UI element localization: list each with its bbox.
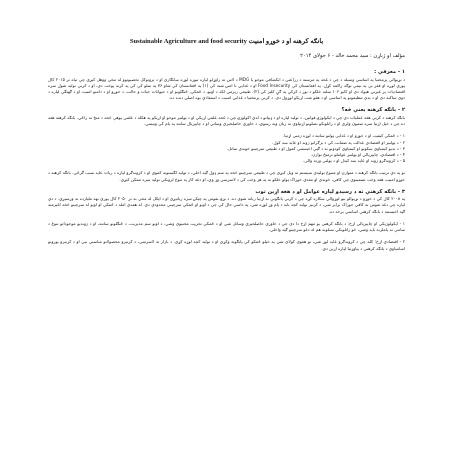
- section-heading: ۳ - بانګه کرهنې ته د رسیدو لپاره عوامل او د هغه اړین توب: [255, 188, 405, 195]
- list-item: ۱ - د ځمکې کیفیت او د خوړو او د غذایی ټولنو ساتنه د لوړه ژمنې اړتیا.: [282, 133, 405, 139]
- section-heading: ۱ - معرفي :: [374, 69, 405, 76]
- section-heading: ۲ - بانګه کرهنه یعني څه؟: [341, 107, 405, 114]
- list-item: ۴ - د اقتصادي، چاپیریالي او ټولنیز عواملو ترمنځ توازن.: [310, 151, 405, 157]
- paragraph: بانګه کرهنه د کرنې هغه عملیات دي چې د ایکولوژۍ قوانین، د تولید لپاره او د ډیپاتو د لدي اکولوژۍ چې د غحه علمي اړیکې او د ټولنیز موخو او اړیکو په هکله د علمي پوهې څخه د منځ ته راځي. بانګه کرهنه هغه ده چې د خپل اړتیا سره سمون ولري او د راتلونکو نسلونو اړتیاوې ته زیان ونه رسوي، د خاورې حاصلخیزي وساتي او د چاپیریال ساتنه په پام کې ونیسي.: [48, 114, 405, 127]
- principles-list: [48, 133, 405, 164]
- list-item: ۵ - د کروندګرو ژوند او عاید ښه کیدل او د ټولنې ورته والی.: [302, 158, 405, 164]
- section-summary: [48, 170, 405, 182]
- paragraph: ۲ - اقتصادي اړخ: کله چې د کروندګرو عاید لوړ شي، نو هغوی کولای شي په خپلو ځمکو کې پانګونه وکړي او د تولید کچه لوړه کړي. د بازار ته لاسرسی، د کرنیزو محصولاتو مناسبې بیې او د کرنیزو پورونو اسانتیاوې د بانګه کرهنې د پیاوړتیا لپاره اړین دي.: [48, 239, 405, 251]
- author-line: مؤلف او ژباړن : سید محمد خالد - ۶ جولای ۲۰۱۴: [300, 52, 405, 59]
- paragraph: ۱ - ایکولوژیکي او چاپیریالي اړخ: د بانګه کرهنې یو مهم اړخ دا دی چې د خاورې حاصلخیزي وساتل شي او د ځمکې تخریب مخنیوی وشي. د اوبو سم مدیریت، د ځنګلونو ساتنه، او د ژوندیو موجوداتو تنوع د ساتنې ته پاملرنه باید وشي، څو راتلونکي نسلونه هم له دغو سرچینو ګټه واخلي.: [48, 220, 405, 233]
- list-item: ۳ - د بدیو کیمیاوي ښکونو او کیمیاوي کودونو نه د ګټې اخیستنې کمول او د طبیعي سرچینو خوندي ساتل.: [226, 145, 405, 151]
- section-introduction: [48, 69, 405, 101]
- section-sustainable-agriculture: [48, 107, 405, 164]
- paragraph: د نړیوالې پرمختیا په اساسي وسیله د چې د غحه په مرسته د زراعتي د انکشافي موخو یا MDG د لاس ته راوړلو لپاره تیوره لوړه ښانګاري او د تروتوکل تخصیوتوو له مخې ووهل کیږي چې تیاه تر ۲۰۱۵ کال پورې لوږه او فقر یې په نیمې توګه راکمه کړل. په افغانستان کې Food Insecurity او د غذایي نا امنۍ شته کې (۱) په افغانستان کې شاو ۷۶ په سلو کې کې په کرنه پوخت دي، او د کرنې تولید شول سره اقتصادیات پر غیرني هیواد دی او کابو ۱۰۲ سلنه خلکو د نور د کرکي په ګڼ کلیز کې (۲). طبیعي زیرمي لکه د اوبو، د ځمکې، ځنګلونو او د حیوانات حیات و حالت، د خوږو او د دامنو امنیت او د ګهنګي لپاره د دوی ساکنه دی او د بدې تنظیمونو په اساسی او د هغو شت اړیکو لوړول دی. د کرنې پرمختیا د غذایي امنیت د استفادې یوه اصلي دنده ده.: [48, 76, 405, 101]
- section-economic: [48, 239, 405, 251]
- paragraph: په ۲۰۰۸ کال کې د خوړو د نړیوالو بیو لوړوالي ښکاره کړه چې د کرنې پانګونې ته اړتیا زیاته شوې ده. د نړۍ نفوس په چټکۍ سره زیاتیږي او د اټکل له مخې به تر ۲۰۵۰ کال پورې نهه ملیارده ته ورسیږي. د دې لپاره چې دغه نفوس ته کافي خوراک برابر شي، د کرنیز تولید کچه باید د پام وړ لوړه شي، په داسې حال کې چې د اوبو او ځمکې سرچینې محدودې دي. له همدې امله د ځمکې او اوبو له سرچینو څخه اغیزمنه ګټه اخیستنه د بانګه کرهنې اساسي برخه ده.: [48, 196, 405, 214]
- section-ecological: [48, 221, 405, 233]
- paragraph: نو په دې ترتیب بانګه کرهنه د متوازن او متنوع تولیدي سیستم ته ویل کیږي چې د طبیعي سرچینو څخه په سم ډول ګټه اخلي، د تولید لګښتونه کموي او د کروندګرو لپاره د زیات عاید سبب ګرځي. بانګه کرهنه د خوړو امنیت هغه وخت تضمینوي چې کافي، خوندي او مغذي خوراک ټولو خلکو ته په هر وخت کې د لاسرسي وړ وي، او دغه کار په تنوع لرونکي تولید سره ممکن کیږي.: [48, 170, 405, 182]
- list-item: ۲ - د ټولنیز او اقتصادي عدالت په ضمانت کې د بزګرانو ژوند او عاید ښه کول.: [272, 139, 405, 145]
- section-factors: [48, 189, 405, 215]
- document-title: بانګه کرهنه او د خوړو امنیت Sustainable Agriculture and food security: [129, 38, 324, 45]
